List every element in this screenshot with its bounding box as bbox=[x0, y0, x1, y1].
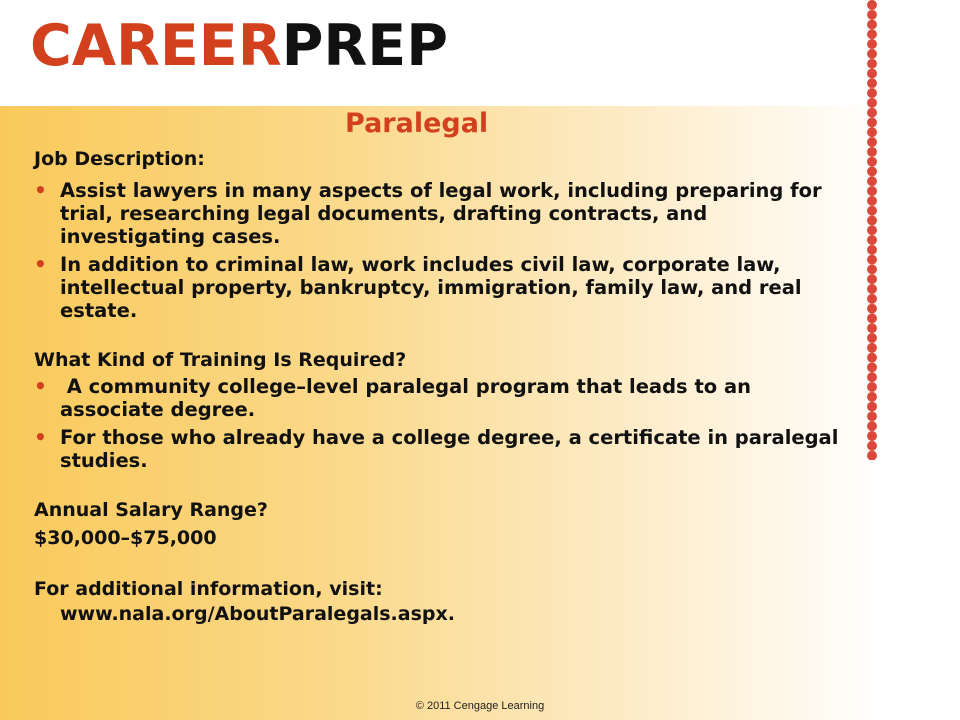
list-item: • For those who already have a college degree, a certificate in paralegal studies. bbox=[34, 426, 844, 472]
logo-prep-text: PREP bbox=[281, 13, 448, 79]
list-item: • In addition to criminal law, work includes civil law, corporate law, intellectual property, bankruptcy, immigration, family law, and real estate. bbox=[34, 253, 844, 322]
main-content bbox=[34, 147, 844, 626]
info-heading: For additional information, visit: bbox=[34, 578, 383, 600]
decorative-dot-column bbox=[866, 0, 878, 460]
job-description-heading: Job Description: bbox=[34, 148, 205, 170]
salary-value: $30,000–$75,000 bbox=[34, 527, 217, 549]
copyright-footer: © 2011 Cengage Learning bbox=[415, 700, 545, 712]
training-list bbox=[34, 375, 844, 472]
info-link[interactable]: www.nala.org/AboutParalegals.aspx. bbox=[60, 603, 455, 625]
training-heading: What Kind of Training Is Required? bbox=[34, 349, 407, 371]
list-item: • A community college–level paralegal program that leads to an associate degree. bbox=[34, 375, 844, 421]
job-description-list bbox=[34, 179, 844, 322]
page-title: Paralegal bbox=[345, 108, 489, 139]
logo-career-text: CAREER bbox=[30, 13, 282, 79]
list-item: • Assist lawyers in many aspects of legal work, including preparing for trial, researching legal documents, drafting contracts, and investigating cases. bbox=[34, 179, 844, 248]
salary-heading: Annual Salary Range? bbox=[34, 499, 268, 521]
careerprep-logo bbox=[30, 13, 448, 79]
